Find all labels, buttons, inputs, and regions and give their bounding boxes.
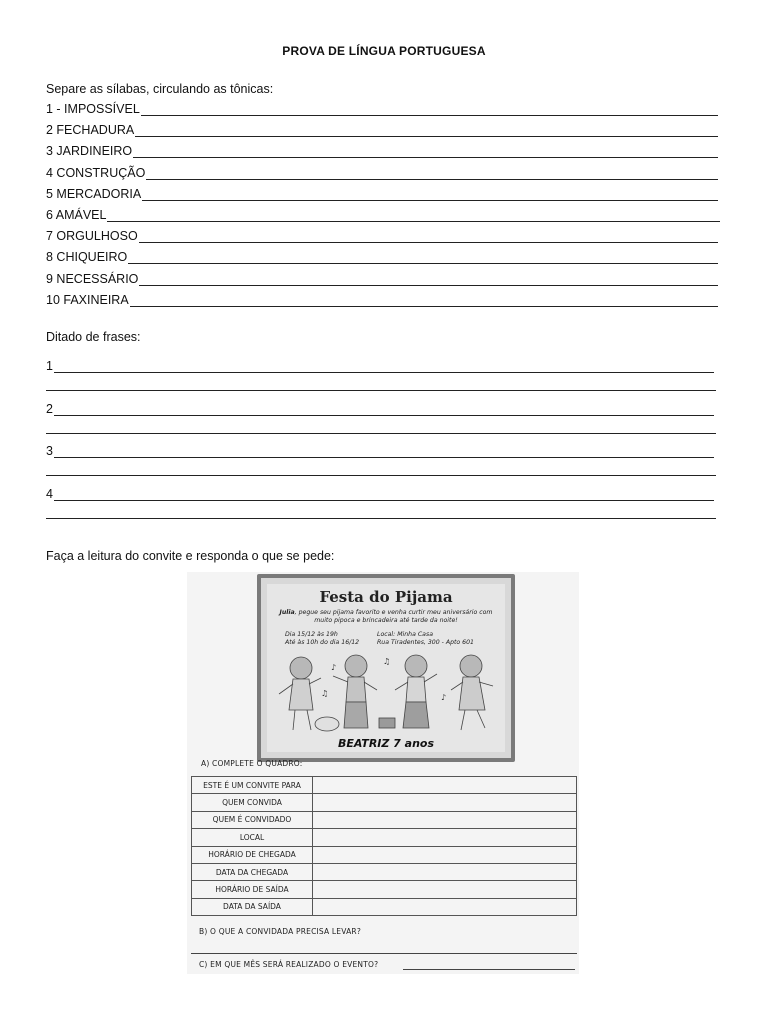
syllable-item[interactable] <box>46 291 718 307</box>
syllable-item[interactable] <box>46 206 720 222</box>
table-row <box>192 881 577 898</box>
svg-text:♫: ♫ <box>321 689 329 698</box>
table-row <box>192 863 577 880</box>
table-answer-cell[interactable] <box>313 829 577 846</box>
question-b: B) O QUE A CONVIDADA PRECISA LEVAR? <box>199 927 362 936</box>
answer-line[interactable] <box>133 145 718 158</box>
invite-message-text: , pegue seu pijama favorito e venha curtir meu aniversário com muito pipoca e brincadeira até tarde da noite! <box>294 609 493 624</box>
answer-line[interactable] <box>54 488 714 501</box>
table-row-label: HORÁRIO DE CHEGADA <box>192 846 313 863</box>
answer-line[interactable] <box>146 167 718 180</box>
invite-scan <box>187 572 579 974</box>
answer-line[interactable] <box>128 251 718 264</box>
answer-line[interactable] <box>130 294 718 307</box>
dancing-girls-illustration <box>271 650 501 736</box>
table-row-label: QUEM CONVIDA <box>192 794 313 811</box>
answer-line[interactable] <box>141 103 718 116</box>
question-a: A) COMPLETE O QUADRO: <box>201 759 303 768</box>
answer-b-line <box>191 952 577 954</box>
answer-line[interactable] <box>135 124 718 137</box>
complete-table <box>191 776 577 916</box>
table-answer-cell[interactable] <box>313 881 577 898</box>
table-answer-cell[interactable] <box>313 777 577 794</box>
table-answer-cell[interactable] <box>313 863 577 880</box>
invite-message <box>271 609 501 625</box>
syllable-item[interactable] <box>46 142 718 158</box>
table-row <box>192 777 577 794</box>
dictation-number: 4 <box>46 486 53 501</box>
dictation-instruction: Ditado de frases: <box>46 330 141 344</box>
dictation-item[interactable] <box>46 485 714 501</box>
syllable-item[interactable] <box>46 185 718 201</box>
table-row-label: DATA DA CHEGADA <box>192 863 313 880</box>
invite-when-end: Até às 10h do dia 16/12 <box>285 639 360 646</box>
table-answer-cell[interactable] <box>313 794 577 811</box>
syllable-word: 7 ORGULHOSO <box>46 229 138 244</box>
svg-text:♫: ♫ <box>383 657 391 666</box>
invite-title: Festa do Pijama <box>319 588 453 606</box>
dictation-item[interactable] <box>46 442 714 458</box>
answer-line[interactable] <box>107 209 720 222</box>
dictation-number: 1 <box>46 359 53 373</box>
syllable-item[interactable] <box>46 227 718 243</box>
dictation-number: 3 <box>46 444 53 458</box>
invite-where-place: Local: Minha Casa <box>377 631 433 638</box>
answer-line[interactable] <box>54 445 714 458</box>
table-row <box>192 811 577 828</box>
invite-when <box>285 631 359 647</box>
dictation-item[interactable] <box>46 357 714 373</box>
table-row-label: LOCAL <box>192 829 313 846</box>
invite-where-address: Rua Tiradentes, 300 - Apto 601 <box>377 639 474 646</box>
dictation-item[interactable] <box>46 400 714 416</box>
invitation-card <box>257 574 515 762</box>
answer-line-continuation[interactable] <box>46 517 716 519</box>
invite-host: BEATRIZ 7 anos <box>337 737 435 750</box>
page-title: PROVA DE LÍNGUA PORTUGUESA <box>282 44 486 58</box>
answer-line-continuation[interactable] <box>46 432 716 434</box>
syllable-word: 6 AMÁVEL <box>46 208 107 222</box>
invite-guest: Julia <box>279 609 295 616</box>
answer-line-continuation[interactable] <box>46 389 716 391</box>
answer-line[interactable] <box>139 273 718 286</box>
question-c: C) EM QUE MÊS SERÁ REALIZADO O EVENTO? <box>199 960 379 969</box>
syllable-item[interactable] <box>46 121 718 137</box>
table-row-label: DATA DA SAÍDA <box>192 898 313 915</box>
syllable-instruction: Separe as sílabas, circulando as tônicas: <box>46 82 274 96</box>
table-row-label: HORÁRIO DE SAÍDA <box>192 881 313 898</box>
answer-line[interactable] <box>142 188 718 201</box>
table-row-label: ESTE É UM CONVITE PARA <box>192 777 313 794</box>
svg-text:♪: ♪ <box>441 693 447 702</box>
table-row-label: QUEM É CONVIDADO <box>192 811 313 828</box>
syllable-item[interactable] <box>46 164 718 180</box>
syllable-word: 9 NECESSÁRIO <box>46 271 139 286</box>
syllable-word: 8 CHIQUEIRO <box>46 250 128 265</box>
table-answer-cell[interactable] <box>313 811 577 828</box>
svg-text:♪: ♪ <box>331 663 337 672</box>
answer-line[interactable] <box>54 360 714 373</box>
table-answer-cell[interactable] <box>313 898 577 915</box>
invite-where <box>377 631 474 647</box>
answer-c-line <box>403 968 575 970</box>
syllable-word: 10 FAXINEIRA <box>46 292 129 307</box>
table-row <box>192 846 577 863</box>
dictation-number: 2 <box>46 401 53 416</box>
syllable-item[interactable] <box>46 270 718 286</box>
invite-when-start: Dia 15/12 às 19h <box>285 631 338 638</box>
syllable-word: 3 JARDINEIRO <box>46 144 133 159</box>
table-row <box>192 794 577 811</box>
table-row <box>192 898 577 915</box>
table-row <box>192 829 577 846</box>
syllable-word: 1 - IMPOSSÍVEL <box>46 102 140 116</box>
syllable-word: 5 MERCADORIA <box>46 186 142 201</box>
syllable-item[interactable] <box>46 100 718 116</box>
syllable-word: 2 FECHADURA <box>46 123 135 138</box>
answer-line-continuation[interactable] <box>46 474 716 476</box>
syllable-item[interactable] <box>46 248 718 264</box>
invite-instruction: Faça a leitura do convite e responda o que se pede: <box>46 549 335 563</box>
table-answer-cell[interactable] <box>313 846 577 863</box>
syllable-word: 4 CONSTRUÇÃO <box>46 165 146 180</box>
answer-line[interactable] <box>139 230 718 243</box>
answer-line[interactable] <box>54 403 714 416</box>
